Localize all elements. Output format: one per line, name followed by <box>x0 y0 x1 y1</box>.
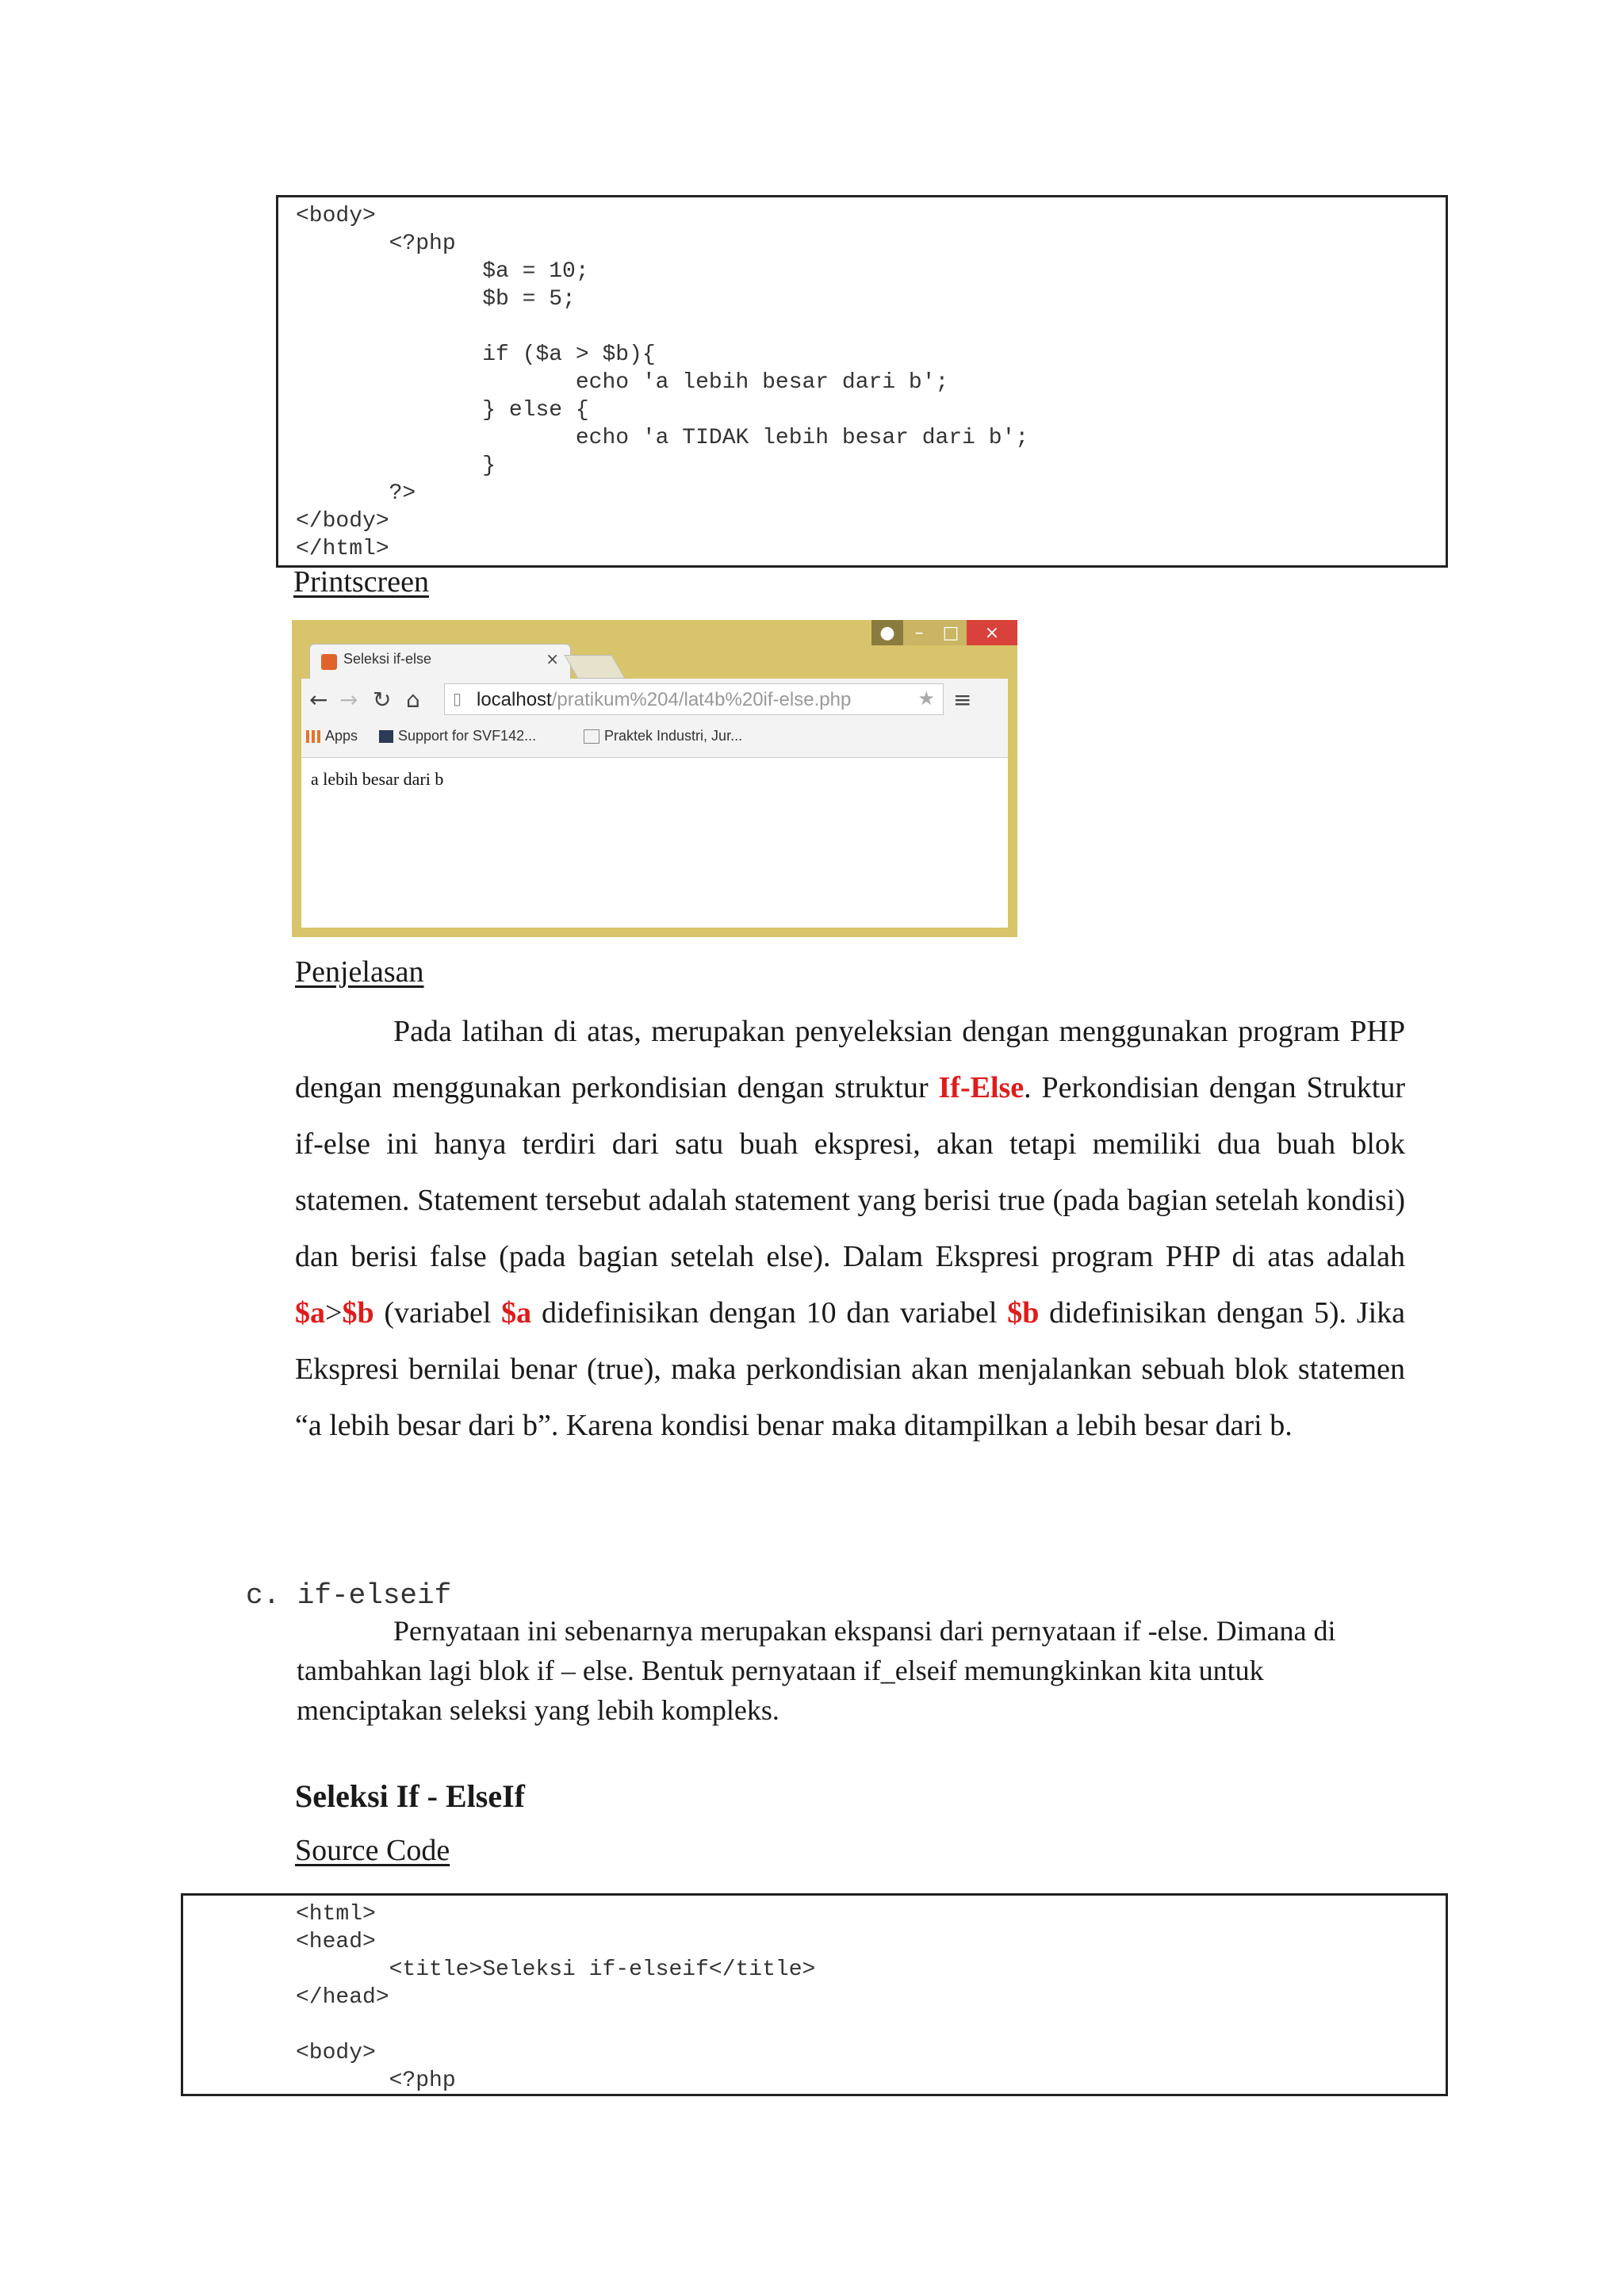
tab-title: Seleksi if-else <box>343 651 432 667</box>
code-text: <html> <head> <title>Seleksi if-elseif</title> </head> <body> <?php <box>296 1902 816 2093</box>
window-controls <box>871 620 1017 649</box>
printscreen-heading: Printscreen <box>293 565 429 599</box>
tab-close-icon: × <box>546 649 559 668</box>
text-run: > <box>325 1296 343 1330</box>
bookmark-label: Praktek Industri, Jur... <box>604 728 743 744</box>
highlight-var-b: $b <box>342 1296 374 1330</box>
apps-grid-icon <box>306 730 320 743</box>
highlight-var-b: $b <box>1007 1296 1040 1330</box>
bookmark-apps <box>306 728 358 744</box>
highlight-var-a: $a <box>295 1296 325 1330</box>
page-output: a lebih besar dari b <box>311 769 444 789</box>
bookmark-favicon-icon <box>379 730 393 743</box>
text-run: didefinisikan dengan 5). Jika Ekspresi bernilai benar (true), maka perkondisian akan menjalankan sebuah blok statemen “a lebih besar dari b”. Karena kondisi benar maka ditampilkan a lebih besar dari b. <box>295 1296 1405 1442</box>
browser-screenshot <box>292 620 1017 937</box>
code-block-1 <box>276 195 1448 568</box>
address-path: /pratikum%204/lat4b%20if-else.php <box>551 689 852 710</box>
penjelasan-heading: Penjelasan <box>295 955 424 989</box>
new-tab-button <box>564 655 625 679</box>
text-run: Pada latihan di atas, merupakan penyeleksian dengan menggunakan program PHP dengan menggunakan perkondisian dengan struktur <box>295 1015 1405 1104</box>
seleksi-heading: Seleksi If - ElseIf <box>295 1778 525 1814</box>
forward-arrow-icon: → <box>339 687 358 713</box>
maximize-icon: □ <box>935 620 967 645</box>
explanation-paragraph <box>295 1004 1405 1454</box>
text-run: didefinisikan dengan 10 dan variabel <box>531 1296 1008 1330</box>
highlight-var-a: $a <box>501 1296 532 1330</box>
bookmark-support <box>379 728 536 744</box>
text-run: (variabel <box>373 1296 502 1330</box>
highlight-if-else: If-Else <box>938 1071 1025 1104</box>
close-icon: × <box>967 620 1017 645</box>
code-text: <body> <?php $a = 10; $b = 5; if ($a > $b){ echo 'a lebih besar dari b'; } else { echo 'a TIDAK lebih besar dari b'; } ?> </body> </html> <box>296 204 1029 561</box>
back-arrow-icon: ← <box>309 687 328 713</box>
reload-icon: ↻ <box>373 687 392 713</box>
address-text <box>477 689 851 711</box>
browser-content <box>301 758 1008 928</box>
section-c-title: c. if-elseif <box>246 1579 452 1612</box>
browser-toolbar <box>301 679 1008 758</box>
text-run: Pernyataan ini sebenarnya merupakan ekspansi dari pernyataan if -else. Dimana di tambahkan lagi blok if – else. Bentuk pernyataan if_elseif memungkinkan kita untuk menciptakan seleksi yang lebih kompleks. <box>297 1615 1336 1726</box>
minimize-icon: – <box>903 620 935 645</box>
bookmarks-bar <box>301 721 1008 752</box>
page-icon: ▯ <box>453 689 462 708</box>
favicon-icon <box>321 654 337 670</box>
source-code-heading: Source Code <box>295 1834 450 1867</box>
bookmark-label: Support for SVF142... <box>398 728 537 744</box>
star-icon: ★ <box>917 687 935 710</box>
address-host: localhost <box>477 689 552 710</box>
user-icon: ● <box>871 620 903 645</box>
section-c-paragraph <box>297 1611 1399 1730</box>
code-block-2 <box>181 1893 1448 2096</box>
address-bar <box>444 683 944 715</box>
text-run: . Perkondisian dengan Struktur if-else ini hanya terdiri dari satu buah ekspresi, akan tetapi memiliki dua buah blok statemen. Statement tersebut adalah statement yang berisi true (pada bagian setelah kondisi) dan berisi false (pada bagian setelah else). Dalam Ekspresi program PHP di atas adalah <box>295 1071 1405 1273</box>
home-icon: ⌂ <box>406 687 420 713</box>
bookmark-page-icon <box>584 729 599 744</box>
bookmark-praktek <box>584 728 742 744</box>
bookmark-label: Apps <box>325 728 358 744</box>
menu-icon: ≡ <box>953 687 972 713</box>
browser-tab <box>309 644 571 679</box>
